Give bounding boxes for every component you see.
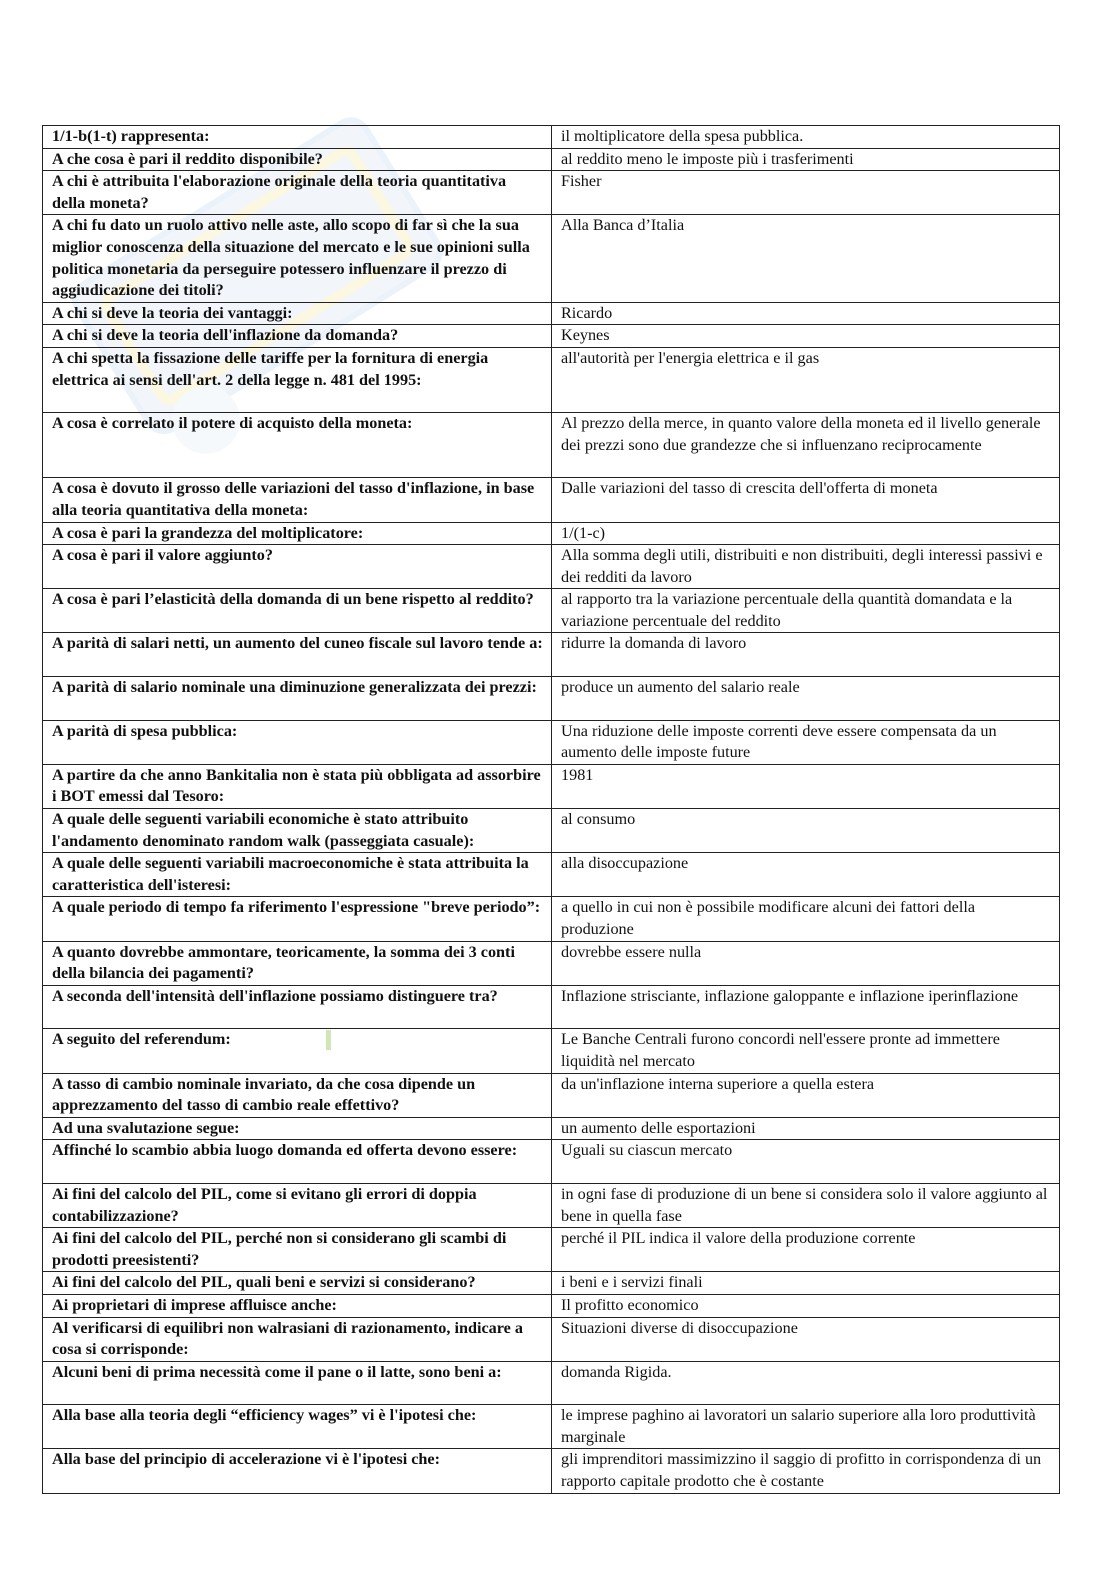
answer-cell: un aumento delle esportazioni bbox=[552, 1117, 1060, 1140]
answer-cell: Alla Banca d’Italia bbox=[552, 215, 1060, 302]
table-row bbox=[43, 545, 1060, 589]
question-cell: Alcuni beni di prima necessità come il pane o il latte, sono beni a: bbox=[43, 1361, 552, 1405]
table-row bbox=[43, 809, 1060, 853]
question-cell: Ai fini del calcolo del PIL, perché non si considerano gli scambi di prodotti preesistenti? bbox=[43, 1228, 552, 1272]
table-row bbox=[43, 720, 1060, 764]
question-cell: Alla base del principio di accelerazione vi è l'ipotesi che: bbox=[43, 1449, 552, 1493]
question-cell: A chi spetta la fissazione delle tariffe per la fornitura di energia elettrica ai sensi dell'art. 2 della legge n. 481 del 1995: bbox=[43, 347, 552, 412]
answer-cell: le imprese paghino ai lavoratori un salario superiore alla loro produttività marginale bbox=[552, 1405, 1060, 1449]
table-row bbox=[43, 1317, 1060, 1361]
table-row bbox=[43, 522, 1060, 545]
answer-cell: Dalle variazioni del tasso di crescita dell'offerta di moneta bbox=[552, 478, 1060, 522]
answer-cell: al rapporto tra la variazione percentuale della quantità domandata e la variazione percentuale del reddito bbox=[552, 589, 1060, 633]
table-row bbox=[43, 677, 1060, 721]
table-row bbox=[43, 985, 1060, 1029]
answer-cell: al reddito meno le imposte più i trasferimenti bbox=[552, 148, 1060, 171]
answer-cell: 1981 bbox=[552, 764, 1060, 808]
answer-cell: produce un aumento del salario reale bbox=[552, 677, 1060, 721]
question-cell: A cosa è pari il valore aggiunto? bbox=[43, 545, 552, 589]
question-cell: A che cosa è pari il reddito disponibile? bbox=[43, 148, 552, 171]
question-cell: Ad una svalutazione segue: bbox=[43, 1117, 552, 1140]
question-cell: A cosa è dovuto il grosso delle variazioni del tasso d'inflazione, in base alla teoria quantitativa della moneta: bbox=[43, 478, 552, 522]
table-row bbox=[43, 1272, 1060, 1295]
table-row bbox=[43, 478, 1060, 522]
question-cell: Ai proprietari di imprese affluisce anche: bbox=[43, 1294, 552, 1317]
table-row bbox=[43, 1449, 1060, 1493]
answer-cell: a quello in cui non è possibile modificare alcuni dei fattori della produzione bbox=[552, 897, 1060, 941]
table-row bbox=[43, 302, 1060, 325]
table-row bbox=[43, 1405, 1060, 1449]
question-cell: Ai fini del calcolo del PIL, come si evitano gli errori di doppia contabilizzazione? bbox=[43, 1183, 552, 1227]
answer-cell: perché il PIL indica il valore della produzione corrente bbox=[552, 1228, 1060, 1272]
answer-cell: Inflazione strisciante, inflazione galoppante e inflazione iperinflazione bbox=[552, 985, 1060, 1029]
question-cell: A tasso di cambio nominale invariato, da che cosa dipende un apprezzamento del tasso di cambio reale effettivo? bbox=[43, 1073, 552, 1117]
question-cell: A seconda dell'intensità dell'inflazione possiamo distinguere tra? bbox=[43, 985, 552, 1029]
table-row bbox=[43, 897, 1060, 941]
question-cell: A cosa è pari l’elasticità della domanda di un bene rispetto al reddito? bbox=[43, 589, 552, 633]
table-row bbox=[43, 126, 1060, 149]
question-cell: Alla base alla teoria degli “efficiency wages” vi è l'ipotesi che: bbox=[43, 1405, 552, 1449]
answer-cell: Alla somma degli utili, distribuiti e non distribuiti, degli interessi passivi e dei redditi da lavoro bbox=[552, 545, 1060, 589]
question-cell: A cosa è pari la grandezza del moltiplicatore: bbox=[43, 522, 552, 545]
table-row bbox=[43, 1140, 1060, 1184]
answer-cell: Le Banche Centrali furono concordi nell'essere pronte ad immettere liquidità nel mercato bbox=[552, 1029, 1060, 1073]
question-cell: Ai fini del calcolo del PIL, quali beni e servizi si considerano? bbox=[43, 1272, 552, 1295]
question-cell: A quale delle seguenti variabili macroeconomiche è stata attribuita la caratteristica dell'isteresi: bbox=[43, 853, 552, 897]
answer-cell: alla disoccupazione bbox=[552, 853, 1060, 897]
answer-cell: da un'inflazione interna superiore a quella estera bbox=[552, 1073, 1060, 1117]
answer-cell: domanda Rigida. bbox=[552, 1361, 1060, 1405]
answer-cell: Una riduzione delle imposte correnti deve essere compensata da un aumento delle imposte future bbox=[552, 720, 1060, 764]
answer-cell: Situazioni diverse di disoccupazione bbox=[552, 1317, 1060, 1361]
question-cell: A quale periodo di tempo fa riferimento l'espressione "breve periodo”: bbox=[43, 897, 552, 941]
table-row bbox=[43, 941, 1060, 985]
table-row bbox=[43, 347, 1060, 412]
question-cell: A chi si deve la teoria dell'inflazione da domanda? bbox=[43, 325, 552, 348]
answer-cell: i beni e i servizi finali bbox=[552, 1272, 1060, 1295]
question-cell: A parità di salario nominale una diminuzione generalizzata dei prezzi: bbox=[43, 677, 552, 721]
answer-cell: 1/(1-c) bbox=[552, 522, 1060, 545]
table-row bbox=[43, 148, 1060, 171]
table-row bbox=[43, 1183, 1060, 1227]
table-row bbox=[43, 1294, 1060, 1317]
answer-cell: in ogni fase di produzione di un bene si considera solo il valore aggiunto al bene in quella fase bbox=[552, 1183, 1060, 1227]
question-cell: Al verificarsi di equilibri non walrasiani di razionamento, indicare a cosa si corrisponde: bbox=[43, 1317, 552, 1361]
table-row bbox=[43, 764, 1060, 808]
question-cell: A parità di salari netti, un aumento del cuneo fiscale sul lavoro tende a: bbox=[43, 633, 552, 677]
table-row bbox=[43, 589, 1060, 633]
answer-cell: il moltiplicatore della spesa pubblica. bbox=[552, 126, 1060, 149]
answer-cell: Uguali su ciascun mercato bbox=[552, 1140, 1060, 1184]
table-row bbox=[43, 633, 1060, 677]
answer-cell: Keynes bbox=[552, 325, 1060, 348]
green-marker bbox=[326, 1030, 331, 1050]
answer-cell: Fisher bbox=[552, 171, 1060, 215]
table-row bbox=[43, 853, 1060, 897]
table-row bbox=[43, 1117, 1060, 1140]
qa-table-body bbox=[43, 126, 1060, 1494]
answer-cell: ridurre la domanda di lavoro bbox=[552, 633, 1060, 677]
question-cell: A quanto dovrebbe ammontare, teoricamente, la somma dei 3 conti della bilancia dei pagamenti? bbox=[43, 941, 552, 985]
table-row bbox=[43, 1029, 1060, 1073]
answer-cell: dovrebbe essere nulla bbox=[552, 941, 1060, 985]
table-row bbox=[43, 171, 1060, 215]
qa-table bbox=[42, 125, 1060, 1494]
table-row bbox=[43, 1228, 1060, 1272]
question-cell: A partire da che anno Bankitalia non è stata più obbligata ad assorbire i BOT emessi dal Tesoro: bbox=[43, 764, 552, 808]
answer-cell: Il profitto economico bbox=[552, 1294, 1060, 1317]
question-cell: A quale delle seguenti variabili economiche è stato attribuito l'andamento denominato random walk (passeggiata casuale): bbox=[43, 809, 552, 853]
answer-cell: Al prezzo della merce, in quanto valore della moneta ed il livello generale dei prezzi sono due grandezze che si influenzano reciprocamente bbox=[552, 413, 1060, 478]
question-cell: A seguito del referendum: bbox=[43, 1029, 552, 1073]
question-cell: A cosa è correlato il potere di acquisto della moneta: bbox=[43, 413, 552, 478]
question-cell: A parità di spesa pubblica: bbox=[43, 720, 552, 764]
table-row bbox=[43, 1361, 1060, 1405]
question-cell: A chi è attribuita l'elaborazione originale della teoria quantitativa della moneta? bbox=[43, 171, 552, 215]
answer-cell: Ricardo bbox=[552, 302, 1060, 325]
table-row bbox=[43, 413, 1060, 478]
answer-cell: all'autorità per l'energia elettrica e il gas bbox=[552, 347, 1060, 412]
question-cell: A chi fu dato un ruolo attivo nelle aste, allo scopo di far sì che la sua miglior conoscenza della situazione del mercato e le sue opinioni sulla politica monetaria da perseguire potessero influenzare il prezzo di aggiudicazione dei titoli? bbox=[43, 215, 552, 302]
question-cell: A chi si deve la teoria dei vantaggi: bbox=[43, 302, 552, 325]
question-cell: Affinché lo scambio abbia luogo domanda ed offerta devono essere: bbox=[43, 1140, 552, 1184]
question-cell: 1/1-b(1-t) rappresenta: bbox=[43, 126, 552, 149]
table-row bbox=[43, 1073, 1060, 1117]
table-row bbox=[43, 325, 1060, 348]
table-row bbox=[43, 215, 1060, 302]
answer-cell: gli imprenditori massimizzino il saggio di profitto in corrispondenza di un rapporto capitale prodotto che è costante bbox=[552, 1449, 1060, 1493]
answer-cell: al consumo bbox=[552, 809, 1060, 853]
